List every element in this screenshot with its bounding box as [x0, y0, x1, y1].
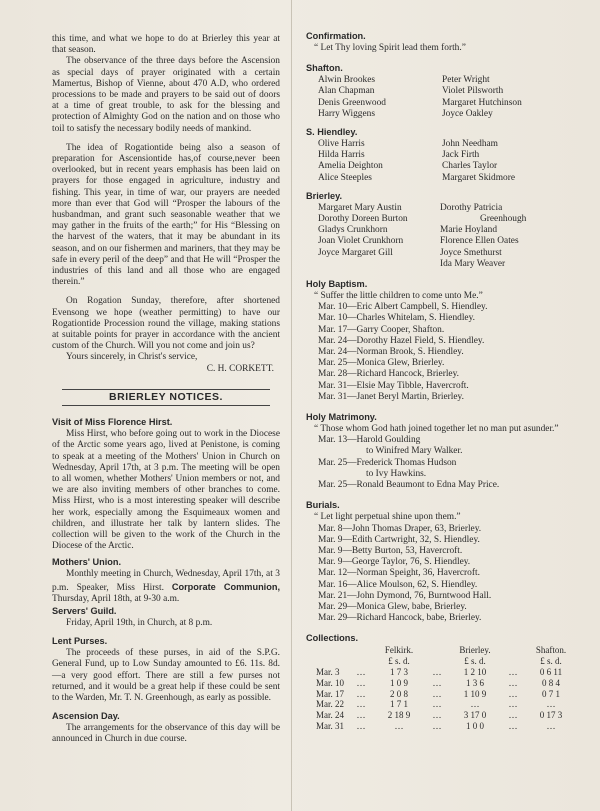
hiendley-name: John Needham: [442, 139, 498, 150]
shafton-name: Margaret Hutchinson: [442, 97, 522, 108]
baptism-entry: Mar. 25—Monica Glew, Brierley.: [318, 358, 445, 369]
brierley-name: Joyce Smethurst: [440, 247, 502, 258]
shafton-name: Violet Pilsworth: [442, 86, 504, 97]
marriage-entry-continued: to Ivy Hawkins.: [366, 468, 427, 479]
confirmation-quote: “ Let Thy loving Spirit lead them forth.”: [314, 43, 466, 53]
collections-row: [314, 667, 580, 678]
burial-entry: Mar. 9—Edith Cartwright, 32, S. Hiendley.: [318, 534, 480, 545]
felkirk-amount: 1 7 3: [390, 666, 408, 677]
baptism-entry: Mar. 24—Norman Brook, S. Hiendley.: [318, 347, 464, 358]
burial-list: [306, 524, 590, 625]
burial-entry: Mar. 9—Betty Burton, 53, Havercroft.: [318, 545, 463, 556]
baptism-entry: Mar. 10—Eric Albert Campbell, S. Hiendley.: [318, 302, 488, 313]
brierley-name: Greenhough: [480, 214, 527, 225]
brierley-candidates: [306, 203, 590, 270]
lent-purses-heading: Lent Purses.: [52, 636, 108, 647]
hiendley-heading: S. Hiendley.: [306, 127, 358, 138]
felkirk-amount: …: [394, 720, 404, 731]
shafton-name: Joyce Oakley: [442, 108, 493, 119]
leader-dots: …: [508, 688, 518, 699]
felkirk-amount: 1 7 1: [390, 699, 408, 710]
shafton-name: Peter Wright: [442, 75, 490, 86]
collections-row: [314, 699, 580, 710]
brierley-amount: …: [470, 699, 480, 710]
baptism-quote: “ Suffer the little children to come unto Me.”: [314, 291, 483, 302]
servers-guild-heading: Servers' Guild.: [52, 605, 117, 616]
collections-row: [314, 678, 580, 689]
leader-dots: …: [356, 688, 366, 699]
burials-quote: “ Let light perpetual shine upon them.”: [314, 512, 461, 523]
burials-heading: Burials.: [306, 500, 340, 511]
signature: C. H. CORKETT.: [206, 363, 274, 374]
collection-date: Mar. 24: [316, 710, 344, 721]
shafton-amount: 0 8 4: [542, 677, 560, 688]
collection-date: Mar. 3: [316, 666, 340, 677]
hiendley-name: Jack Firth: [442, 150, 480, 161]
leader-dots: …: [508, 699, 518, 710]
units-shafton: £ s. d.: [540, 656, 562, 667]
burial-entry: Mar. 29—Richard Hancock, babe, Brierley.: [318, 613, 482, 624]
baptism-entry: Mar. 24—Dorothy Hazel Field, S. Hiendley.: [318, 335, 485, 346]
collections-header-row: [314, 645, 580, 656]
collections-header-brierley: Brierley.: [459, 645, 491, 656]
leader-dots: …: [356, 710, 366, 721]
shafton-name: Alwin Brookes: [318, 75, 376, 86]
shafton-amount: 0 7 1: [542, 688, 560, 699]
collections-row: [314, 721, 580, 732]
leader-dots: …: [432, 720, 442, 731]
hiendley-name: Alice Steeples: [318, 172, 372, 183]
marriage-entry: Mar. 25—Ronald Beaumont to Edna May Price.: [318, 480, 500, 491]
leader-dots: …: [508, 677, 518, 688]
shafton-amount: 0 6 11: [539, 666, 563, 677]
hiendley-name: Olive Harris: [318, 139, 365, 150]
mothers-union-details: Monthly meeting in Church, Wednesday, April 17th, at 3 p.m. Speaker, Miss Hirst.: [52, 569, 280, 593]
shafton-name: Denis Greenwood: [318, 97, 386, 108]
brierley-amount: 1 10 9: [463, 688, 487, 699]
leader-dots: …: [508, 710, 518, 721]
leader-dots: …: [356, 677, 366, 688]
leader-dots: …: [432, 699, 442, 710]
brierley-name: Marie Hoyland: [440, 225, 498, 236]
baptism-entry: Mar. 31—Janet Beryl Martin, Brierley.: [318, 391, 464, 402]
felkirk-amount: 2 0 8: [390, 688, 408, 699]
intro-paragraph: this time, and what we hope to do at Brierley this year at that season.: [52, 34, 280, 56]
rogation-paragraph-2: The idea of Rogationtide being also a season of preparation for Ascensiontide has,of course,never been overlooked, but in recent years emphasis has been laid on prayers for those engaged in agriculture, industry and fishing. This year, in time of war, our prayers are needed more than ever that God will “Prosper the labours of the husbandman, and grant such seasonable weather that we may gather in the fruits of the earth;” for His “Blessing on the harvest of the waters, that it may be abundant in its season, and on our fishermen and mariners, that they may be safe in every peril of the deep” and that He will “Prosper the industries of this land and all those who are engaged therein.”: [52, 142, 280, 288]
units-brierley: £ s. d.: [464, 656, 486, 667]
leader-dots: …: [356, 720, 366, 731]
right-column: [306, 30, 590, 732]
brierley-amount: 1 2 10: [463, 666, 487, 677]
collection-date: Mar. 22: [316, 699, 344, 710]
marriage-entry-continued: to Winifred Mary Walker.: [366, 446, 463, 457]
burial-entry: Mar. 21—John Dymond, 76, Burntwood Hall.: [318, 590, 492, 601]
collections-header-felkirk: Felkirk.: [384, 645, 414, 656]
shafton-amount: …: [546, 720, 556, 731]
baptism-entry: Mar. 10—Charles Whitelam, S. Hiendley.: [318, 313, 476, 324]
leader-dots: …: [508, 720, 518, 731]
left-column: [52, 34, 280, 746]
burial-entry: Mar. 16—Alice Moulson, 62, S. Hiendley.: [318, 579, 478, 590]
collections-row: [314, 689, 580, 700]
burial-entry: Mar. 29—Monica Glew, babe, Brierley.: [318, 601, 467, 612]
brierley-heading: Brierley.: [306, 190, 343, 201]
shafton-name: Alan Chapman: [318, 86, 375, 97]
shafton-amount: 0 17 3: [539, 710, 563, 721]
felkirk-amount: 1 0 9: [390, 677, 408, 688]
closing-line: Yours sincerely, in Christ's service,: [66, 352, 198, 363]
hiendley-name: Hilda Harris: [318, 150, 365, 161]
marriage-entry: Mar. 25—Frederick Thomas Hudson: [318, 457, 457, 468]
baptism-entry: Mar. 31—Elsie May Tibble, Havercroft.: [318, 380, 469, 391]
marriage-entry: Mar. 13—Harold Goulding: [318, 435, 421, 446]
shafton-heading: Shafton.: [306, 63, 343, 74]
mothers-union-heading: Mothers' Union.: [52, 557, 122, 568]
leader-dots: …: [356, 699, 366, 710]
leader-dots: …: [432, 710, 442, 721]
mothers-union-text: [52, 569, 280, 605]
brierley-name: Dorothy Patricia: [440, 202, 503, 213]
baptism-list: [306, 302, 590, 403]
hiendley-name: Margaret Skidmore: [442, 172, 515, 183]
ascension-heading: Ascension Day.: [52, 711, 120, 722]
brierley-amount: 3 17 0: [463, 710, 487, 721]
shafton-candidates: [306, 75, 590, 120]
corporate-communion-text: Thursday, April 18th, at 9-30 a.m.: [52, 593, 180, 604]
collection-date: Mar. 10: [316, 677, 344, 688]
leader-dots: …: [508, 666, 518, 677]
brierley-amount: 1 0 0: [466, 720, 484, 731]
servers-guild-text: Friday, April 19th, in Church, at 8 p.m.: [66, 617, 213, 628]
burial-entry: Mar. 8—John Thomas Draper, 63, Brierley.: [318, 523, 482, 534]
matrimony-heading: Holy Matrimony.: [306, 412, 377, 423]
brierley-name: Joan Violet Crunkhorn: [318, 236, 404, 247]
collections-row: [314, 710, 580, 721]
divider-rule: [62, 389, 270, 390]
brierley-amount: 1 3 6: [466, 677, 484, 688]
baptism-entry: Mar. 28—Richard Hancock, Brierley.: [318, 369, 460, 380]
baptism-heading: Holy Baptism.: [306, 279, 368, 290]
shafton-amount: …: [546, 699, 556, 710]
ascension-text: The arrangements for the observance of this day will be announced in Church in due course.: [52, 723, 280, 745]
brierley-name: Ida Mary Weaver: [440, 258, 506, 269]
felkirk-amount: 2 18 9: [387, 710, 411, 721]
matrimony-quote: “ Those whom God hath joined together let no man put asunder.”: [314, 424, 559, 435]
units-felkirk: £ s. d.: [388, 656, 410, 667]
collections-header-shafton: Shafton.: [535, 645, 567, 656]
leader-dots: …: [432, 688, 442, 699]
marriage-list: [306, 435, 590, 491]
visit-text: Miss Hirst, who before going out to work in the Diocese of the Arctic some years ago, lived at Penistone, is coming to speak at a meeting of the Mothers' Union in Church on Wednesday, April 17th, at 3 p.m. The meeting will be open to all women, whether Mothers' Union members or not, and we are also inviting members of other branches to come. Miss Hirst, who is a most interesting speaker will describe her work, especially among the Esquimeaux women and children, and illustrate her talk by lantern slides. The collection will be given to the work of the Church in the Diocese of the Arctic.: [52, 429, 280, 552]
collection-date: Mar. 17: [316, 688, 344, 699]
hiendley-candidates: [306, 139, 590, 184]
notices-title: BRIERLEY NOTICES.: [109, 390, 223, 403]
collections-body: [314, 667, 580, 732]
collections-heading: Collections.: [306, 633, 359, 644]
brierley-name: Joyce Margaret Gill: [318, 247, 393, 258]
page-fold-line: [291, 0, 292, 811]
leader-dots: …: [432, 677, 442, 688]
brierley-right-list: [440, 203, 590, 270]
collections-table: [314, 645, 580, 731]
leader-dots: …: [432, 666, 442, 677]
brierley-name: Gladys Crunkhorn: [318, 225, 388, 236]
leader-dots: …: [356, 666, 366, 677]
baptism-entry: Mar. 17—Garry Cooper, Shafton.: [318, 324, 445, 335]
brierley-name: Dorothy Doreen Burton: [318, 214, 408, 225]
shafton-name: Harry Wiggens: [318, 108, 375, 119]
visit-heading: Visit of Miss Florence Hirst.: [52, 417, 173, 428]
hiendley-name: Amelia Deighton: [318, 161, 383, 172]
corporate-communion-heading: Corporate Communion,: [171, 581, 281, 592]
hiendley-name: Charles Taylor: [442, 161, 498, 172]
burial-entry: Mar. 9—George Taylor, 76, S. Hiendley.: [318, 557, 471, 568]
brierley-name: Margaret Mary Austin: [318, 202, 402, 213]
rogation-paragraph-3: On Rogation Sunday, therefore, after shortened Evensong we hope (weather permitting) to have our Rogationtide Procession round the village, making stations at suitable points for prayer in accordance with the ancient custom of the Church. Will you not come and join us?: [52, 296, 280, 352]
rogation-paragraph-1: The observance of the three days before the Ascension as special days of prayer originated with a certain Mamertus, Bishop of Vienne, about 470 A.D, who ordered processions to be made and prayers to be said out of doors at a time of great trouble, to ask for the blessing and protection of Almighty God on the nation and on those who toil to satisfy the necessary bodily needs of mankind.: [52, 56, 280, 134]
burial-entry: Mar. 12—Norman Speight, 36, Havercroft.: [318, 568, 480, 579]
collections-units-row: [314, 656, 580, 667]
confirmation-heading: Confirmation.: [306, 31, 366, 41]
brierley-name: Florence Ellen Oates: [440, 236, 519, 247]
brierley-left-list: [318, 203, 436, 270]
collection-date: Mar. 31: [316, 720, 344, 731]
lent-purses-text: The proceeds of these purses, in aid of the S.P.G. General Fund, up to Low Sunday amounted to £6. 11s. 8d.—a very good effort. There are still a few purses not returned, and it would be a great help if these could be sent to the Warden, Mr. T. N. Greenhough, as early as possible.: [52, 648, 280, 703]
